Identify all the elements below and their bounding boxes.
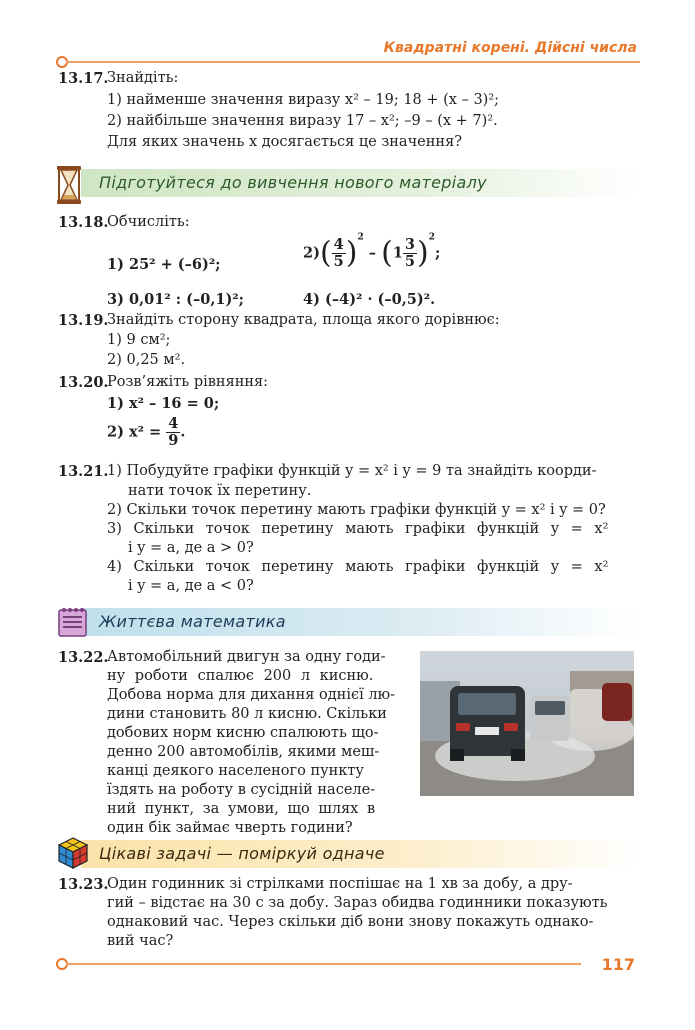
fraction: $\frac{4}{5}$	[333, 236, 344, 270]
section-title: Підготуйтеся до вивчення нового матеріалу	[99, 173, 487, 192]
problem-text: 2) найбільше значення виразу 17 – x²; –9 – (x + 7)².	[107, 113, 498, 129]
hourglass-icon	[55, 165, 83, 209]
problem-text: 1) найменше значення виразу x² – 19; 18 + (x – 3)²;	[107, 92, 500, 108]
problem-expression: 2) x² = $\frac{4}{9}$ .	[107, 415, 186, 449]
problem-text: один бік займає чверть години?	[107, 820, 353, 836]
page-number: 117	[601, 955, 635, 974]
section-header-prepare	[55, 165, 640, 197]
problem-text: Знайдіть сторону квадрата, площа якого дорівнює:	[107, 312, 500, 328]
problem-text: 3) Скільки точок перетину мають графіки функцій y = x²	[107, 521, 609, 537]
cube-icon	[57, 836, 89, 874]
problem-number: 13.18.	[58, 214, 109, 231]
fraction: $\frac{3}{5}$	[404, 236, 416, 270]
problem-text: і y = a, де a < 0?	[128, 578, 254, 594]
problem-text: вий час?	[107, 933, 174, 949]
problem-text: і y = a, де a > 0?	[128, 540, 254, 556]
paren-right: )	[345, 235, 358, 271]
problem-text: Один годинник зі стрілками поспішає на 1 хв за добу, а дру-	[107, 876, 573, 892]
section-header-fun	[55, 836, 640, 868]
problem-text: добових норм кисню спалюють що-	[107, 725, 379, 741]
problem-number: 13.20.	[58, 374, 109, 391]
problem-number: 13.23.	[58, 876, 109, 893]
problem-text: 4) (–4)² · (–0,5)².	[303, 291, 436, 308]
paren-left: (	[319, 235, 332, 271]
problem-text: Автомобільний двигун за одну годи-	[107, 649, 386, 665]
item-label: 2)	[303, 244, 320, 262]
problem-text: 3) 0,01² : (–0,1)²;	[107, 291, 245, 308]
problem-text: 4) Скільки точок перетину мають графіки функцій y = x²	[107, 559, 609, 575]
problem-text: денно 200 автомобілів, якими меш-	[107, 744, 380, 760]
header-rule	[66, 61, 640, 63]
problem-text: гий – відстає на 30 с за добу. Зараз обидва годинники показують	[107, 895, 608, 911]
problem-number: 13.21.	[58, 463, 109, 480]
problem-text: 1) Побудуйте графіки функцій y = x² і y = 9 та знайдіть коорди-	[107, 463, 597, 479]
section-header-life	[55, 604, 640, 636]
problem-text: однаковий час. Через скільки діб вони знову покажуть однако-	[107, 914, 594, 930]
problem-number: 13.19.	[58, 312, 109, 329]
paren-right: )	[417, 235, 429, 271]
problem-number: 13.17.	[58, 70, 109, 87]
problem-text: дини становить 80 л кисню. Скільки	[107, 706, 387, 722]
problem-text: 1) x² – 16 = 0;	[107, 395, 220, 412]
section-title: Цікаві задачі — поміркуй одначе	[99, 844, 385, 863]
problem-text: 2) 0,25 м².	[107, 352, 186, 368]
paren-left: (	[381, 235, 393, 271]
footer-rule	[66, 963, 581, 965]
problem-number: 13.22.	[58, 649, 109, 666]
problem-text: 1) 9 см²;	[107, 332, 171, 348]
problem-text: 1) 25² + (–6)²;	[107, 256, 221, 273]
fraction: $\frac{4}{9}$	[168, 415, 179, 449]
running-header: Квадратні корені. Дійсні числа	[383, 40, 637, 56]
problem-text: Обчисліть:	[107, 214, 190, 230]
problem-text: Знайдіть:	[107, 70, 179, 86]
problem-text: Розв’яжіть рівняння:	[107, 374, 269, 390]
problem-text: ний пункт, за умови, що шлях в	[107, 801, 376, 817]
problem-text: Добова норма для дихання однієї лю-	[107, 687, 396, 703]
problem-text: 2) Скільки точок перетину мають графіки функцій y = x² і y = 0?	[107, 502, 606, 518]
traffic-photo	[420, 651, 634, 796]
problem-expression: 2)( $\frac{4}{5}$ )$^2$ – (1 $\frac{3}{5}$ )$^2$;	[303, 232, 441, 271]
section-title: Життєва математика	[99, 612, 286, 631]
notepad-icon	[58, 606, 88, 642]
exponent: 2	[428, 232, 435, 243]
problem-text: їздять на роботу в сусідній населе-	[107, 782, 376, 798]
problem-text: нати точок їх перетину.	[128, 483, 312, 499]
problem-text: канці деякого населеного пункту	[107, 763, 364, 779]
problem-text: ну роботи спалює 200 л кисню.	[107, 668, 374, 684]
problem-text: Для яких значень x досягається це значення?	[107, 134, 462, 150]
exponent: 2	[357, 232, 364, 243]
